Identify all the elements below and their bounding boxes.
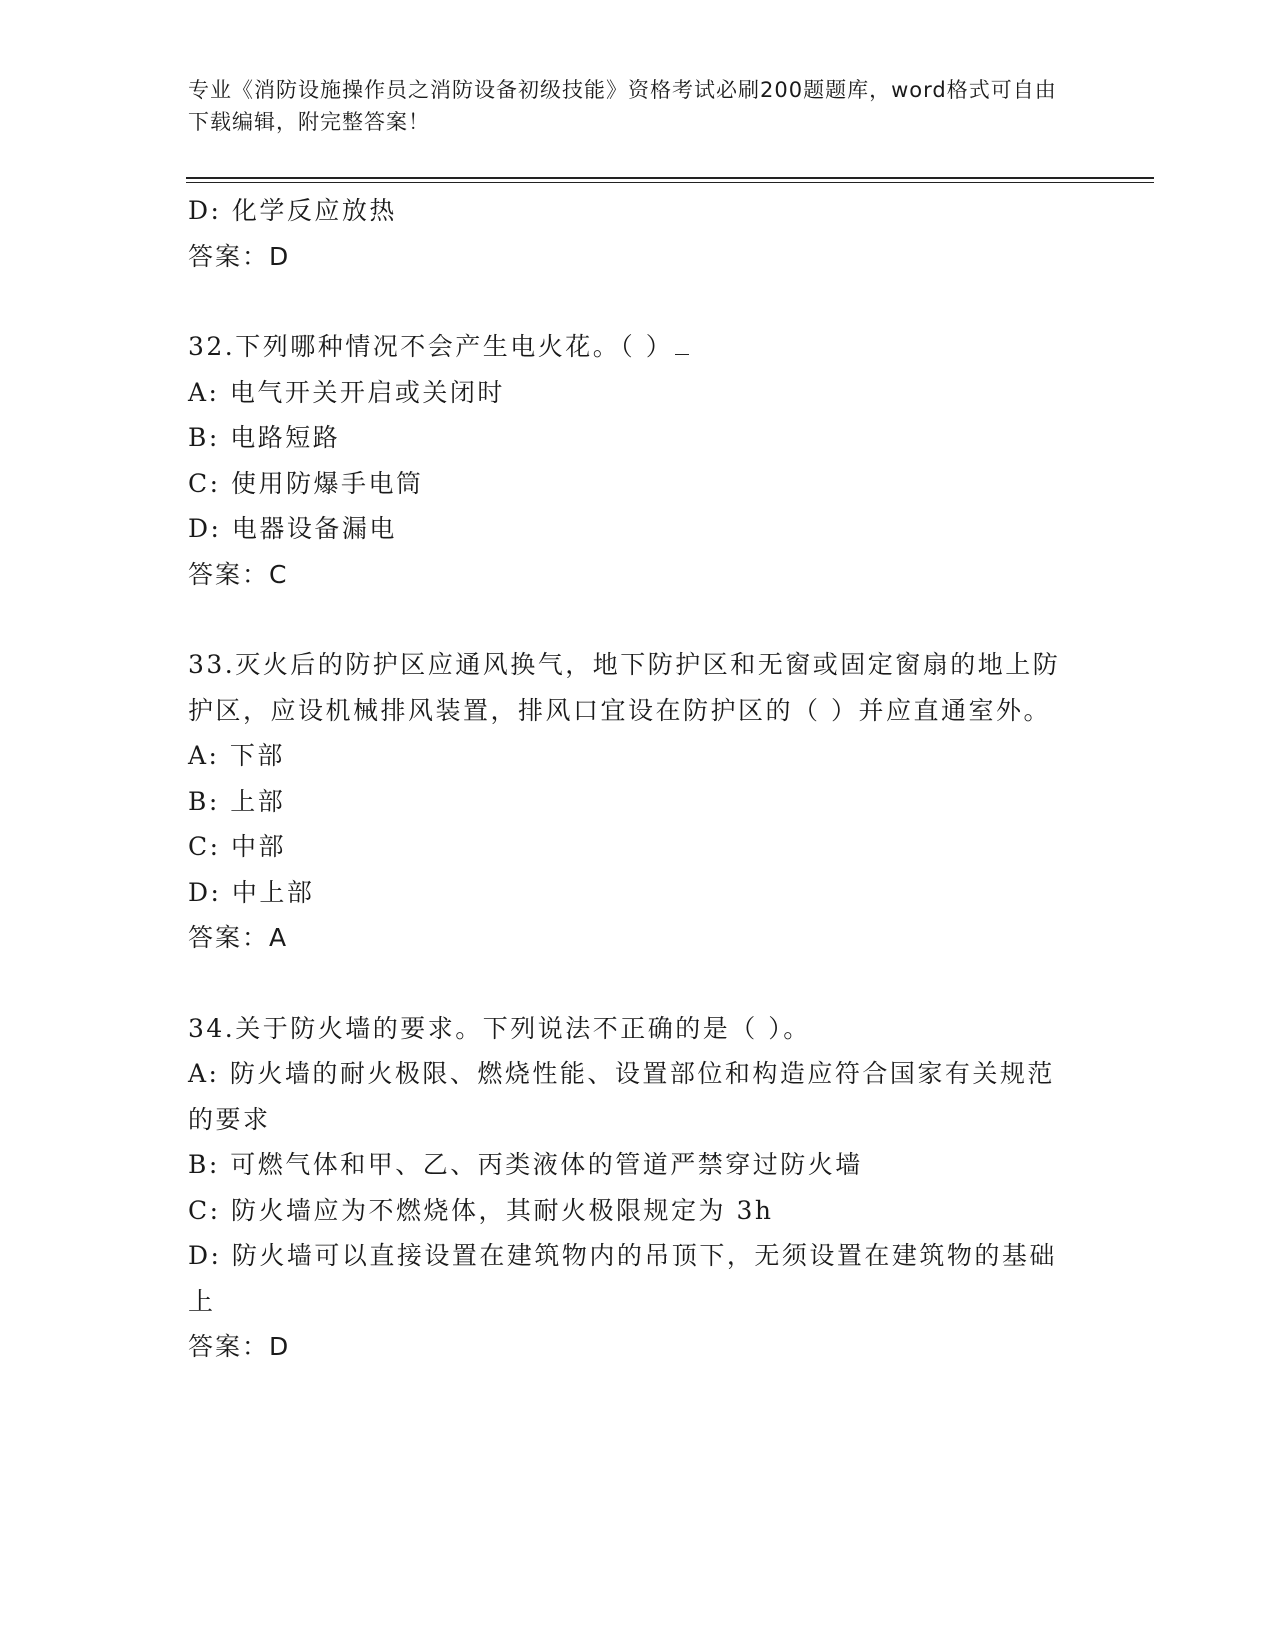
answer: 答案：D (188, 241, 291, 271)
option-b: B: 可燃气体和甲、乙、丙类液体的管道严禁穿过防火墙 (188, 1150, 863, 1179)
spacer (188, 961, 1078, 1006)
option-a: A: 防火墙的耐火极限、燃烧性能、设置部位和构造应符合国家有关规范的要求 (188, 1059, 1055, 1134)
page-header: 专业《消防设施操作员之消防设备初级技能》资格考试必刷200题题库，word格式可自由下载编辑，附完整答案！ (188, 78, 1057, 134)
option-a: A: 电气开关开启或关闭时 (188, 377, 505, 407)
option-d: D: 防火墙可以直接设置在建筑物内的吊顶下，无须设置在建筑物的基础上 (188, 1241, 1057, 1316)
answer: 答案：D (188, 1332, 291, 1361)
spacer (188, 597, 1078, 642)
option-d: D: 中上部 (188, 877, 315, 907)
option-d: D: 电器设备漏电 (188, 514, 397, 543)
option-c: C: 防火墙应为不燃烧体，其耐火极限规定为 3h (188, 1195, 774, 1225)
answer-blank (675, 334, 689, 355)
option-c: C: 使用防爆手电筒 (188, 468, 424, 498)
option-b: B: 电路短路 (188, 423, 341, 452)
question-stem-text: 32.下列哪种情况不会产生电火花。（ ） (188, 332, 674, 361)
header-rule-thin (186, 182, 1154, 183)
question-32-stem (188, 324, 1078, 370)
question-list (188, 188, 1078, 1370)
option-c: C: 中部 (188, 832, 286, 861)
option-a: A: 下部 (188, 741, 285, 770)
spacer (188, 279, 1078, 324)
header-rule-thick (186, 177, 1154, 179)
question-34-stem: 34.关于防火墙的要求。下列说法不正确的是（ ）。 (188, 1013, 811, 1043)
option-b: B: 上部 (188, 786, 286, 816)
question-33-stem: 33.灭火后的防护区应通风换气，地下防护区和无窗或固定窗扇的地上防护区，应设机械排风装置，排风口宜设在防护区的（ ）并应直通室外。 (188, 650, 1061, 725)
answer: 答案：A (188, 923, 289, 952)
answer: 答案：C (188, 559, 289, 589)
option-d: D: 化学反应放热 (188, 196, 397, 225)
